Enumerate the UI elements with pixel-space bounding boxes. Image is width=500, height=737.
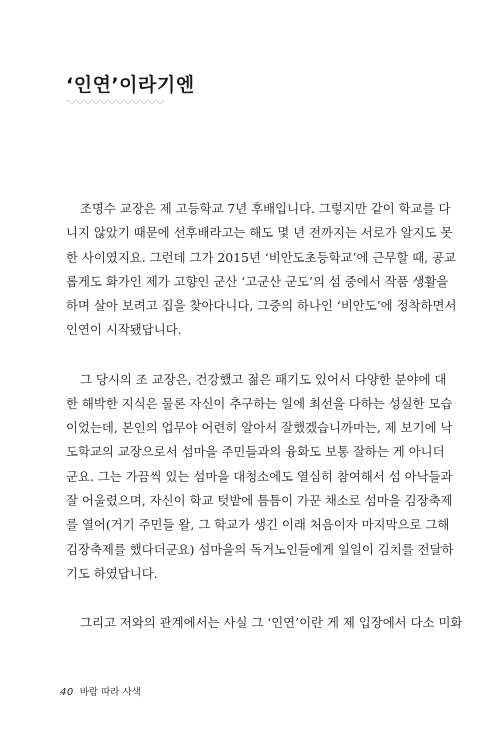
- paragraph-1: [66, 197, 457, 343]
- text-line: 한 사이였지요. 그런데 그가 2015년 ‘비안도초등학교’에 근무할 때, 공교: [66, 249, 456, 265]
- text-line: 그 당시의 조 교장은, 건강했고 젊은 패기도 있어서 다양한 분야에 대: [80, 371, 447, 387]
- text-line: 한 해박한 지식은 물론 자신이 추구하는 일에 최선을 다하는 성실한 모습: [66, 395, 453, 411]
- book-title: 바람 따라 사색: [79, 687, 141, 698]
- text-line: 롭게도 화가인 제가 고향인 군산 ‘고군산 군도’의 섬 중에서 작품 생활을: [66, 273, 449, 289]
- page-number: 40: [60, 687, 74, 698]
- text-line: 기도 하였답니다.: [66, 565, 158, 581]
- text-line: 그리고 저와의 관계에서는 사실 그 ‘인연’이란 게 제 입장에서 다소 미화: [80, 615, 463, 631]
- text-line: 이었는데, 본인의 업무야 어련히 알아서 잘했겠습니까마는, 제 보기에 낙: [66, 420, 453, 436]
- text-line: 하며 살아 보려고 집을 찾아다니다, 그중의 하나인 ‘비안도’에 정착하면서: [66, 298, 457, 314]
- chapter-title: ‘인연’이라기엔: [66, 74, 195, 96]
- title-wave-divider: [66, 99, 164, 105]
- text-line: 조명수 교장은 제 고등학교 7년 후배입니다. 그렇지만 같이 학교를 다: [80, 201, 451, 216]
- text-line: 를 열어(거기 주민들 왈, 그 학교가 생긴 이래 처음이자 마지막으로 그해: [66, 517, 450, 533]
- text-line: 김장축제를 했다더군요) 섬마을의 독거노인들에게 일일이 김치를 전달하: [66, 541, 454, 557]
- text-line: 군요. 그는 가끔씩 있는 섬마을 대청소에도 열심히 참여해서 섬 아낙들과: [66, 468, 453, 484]
- paragraph-2: [66, 368, 454, 587]
- text-line: 도학교의 교장으로서 섬마을 주민들과의 융화도 보통 잘하는 게 아니더: [66, 444, 445, 460]
- body-text: [66, 197, 463, 635]
- text-line: 니지 않았기 때문에 선후배라고는 해도 몇 년 전까지는 서로가 알지도 못: [66, 225, 453, 241]
- page-footer: [60, 684, 141, 698]
- text-line: 잘 어울렸으며, 자신이 학교 텃밭에 틈틈이 가꾼 채소로 섬마을 김장축제: [66, 493, 453, 509]
- paragraph-3: [66, 611, 463, 635]
- text-line: 인연이 시작됐답니다.: [66, 322, 182, 338]
